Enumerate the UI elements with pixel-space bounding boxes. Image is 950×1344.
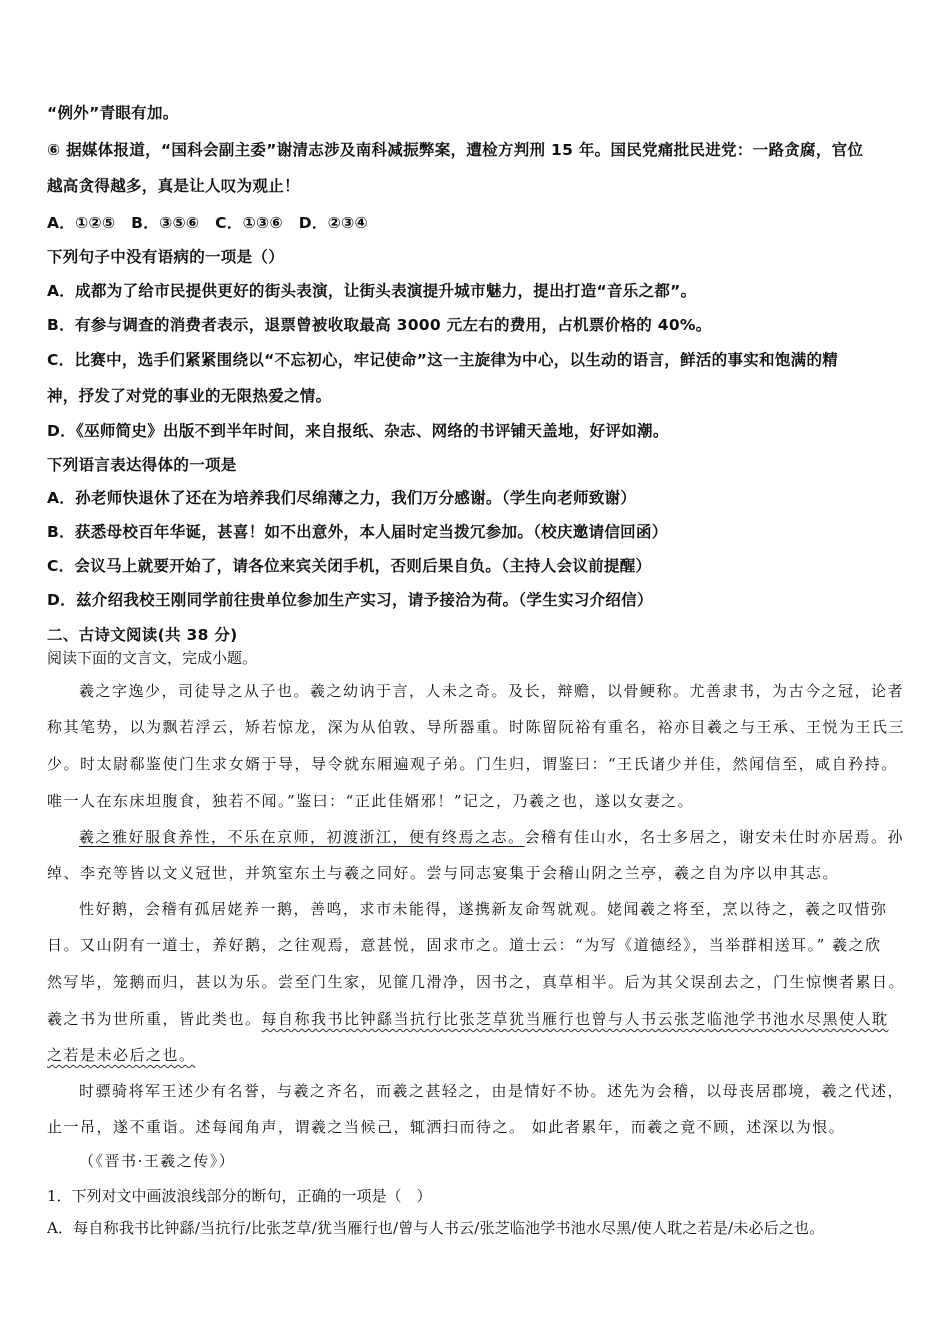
passage-source: （《晋书·王羲之传》） [79,1152,236,1170]
expression-question-stem: 下列语言表达得体的一项是 [47,456,237,474]
previous-question-item-6-cont: 越高贪得越多，真是让人叹为观止！ [47,177,300,195]
grammar-option-a: A．成都为了给市民提供更好的街头表演，让街头表演提升城市魅力，提出打造“音乐之都”。 [47,282,697,300]
passage-p4-line2: 止一吊，遂不重诣。述每闻角声，谓羲之当候己，辄洒扫而待之。 如此者累年，而羲之竟不顾，述深以为恨。 [47,1118,846,1136]
grammar-option-c-cont: 神，抒发了对党的事业的无限热爱之情。 [47,387,332,405]
passage-p3-line2: 日。又山阴有一道士，养好鹅，之往观焉，意甚悦，固求市之。道士云：“为写《道德经》，当举群相送耳。” 羲之欣 [47,936,882,954]
previous-question-options: A．①②⑤ B．③⑤⑥ C．①③⑥ D．②③④ [47,214,368,232]
question-1-stem: 1．下列对文中画波浪线部分的断句，正确的一项是（ ） [47,1187,432,1205]
wavy-underlined-sentence-cont: 之若是未必后之也。 [47,1046,196,1064]
passage-p2-line1-rest: 会稽有佳山水，名士多居之，谢安未仕时亦居焉。孙 [524,828,905,846]
expression-option-b: B．获悉母校百年华诞，甚喜！如不出意外，本人届时定当拨冗参加。（校庆邀请信回函） [47,523,668,541]
grammar-option-c: C．比赛中，选手们紧紧围绕以“不忘初心，牢记使命”这一主旋律为中心，以生动的语言，鲜活的事实和饱满的精 [47,351,839,369]
expression-option-d: D．兹介绍我校王刚同学前往贵单位参加生产实习，请予接洽为荷。（学生实习介绍信） [47,591,653,609]
expression-option-c: C．会议马上就要开始了，请各位来宾关闭手机，否则后果自负。（主持人会议前提醒） [47,557,652,575]
passage-p3-line1: 性好鹅，会稽有孤居姥养一鹅，善鸣，求市未能得，遂携新友命驾就观。姥闻羲之将至，烹以待之，羲之叹惜弥 [79,900,888,918]
grammar-option-d: D．《巫师简史》出版不到半年时间，来自报纸、杂志、网络的书评铺天盖地，好评如潮。 [47,422,669,440]
passage-p2-line2: 绰、李充等皆以文义冠世，并筑室东土与羲之同好。尝与同志宴集于会稽山阴之兰亭，羲之自为序以申其志。 [47,864,840,882]
section-heading: 二、古诗文阅读(共 38 分) [47,626,238,644]
question-1-option-a: A．每自称我书比钟繇/当抗行/比张芝草/犹当雁行也/曾与人书云/张芝临池学书池水尽黑/使人耽之若是/未必后之也。 [47,1219,825,1237]
passage-p4-line1: 时骠骑将军王述少有名誉，与羲之齐名，而羲之甚轻之，由是情好不协。述先为会稽，以母丧居郡境，羲之代述， [79,1082,905,1100]
grammar-question-stem: 下列句子中没有语病的一项是（） [47,248,285,266]
passage-p3-line3: 然写毕，笼鹅而归，甚以为乐。尝至门生家，见篚几滑净，因书之，真草相半。后为其父误刮去之，门生惊懊者累日。 [47,973,906,991]
passage-p3-line5 [47,1044,196,1065]
wavy-underlined-sentence: 每自称我书比钟繇当抗行比张芝草犹当雁行也曾与人书云张芝临池学书池水尽黑使人耽 [261,1010,889,1028]
section-instruction: 阅读下面的文言文，完成小题。 [47,649,258,667]
passage-p1-line1: 羲之字逸少，司徒导之从子也。羲之幼讷于言，人未之奇。及长，辩赡，以骨鲠称。尤善隶书，为古今之冠，论者 [79,682,905,700]
passage-p1-line3: 少。时太尉郗鉴使门生求女婿于导，导令就东厢遍观子弟。门生归，谓鉴曰：“王氏诸少并佳，然闻信至，咸自矜持。 [47,755,898,773]
passage-p2-line1 [79,826,904,847]
passage-p1-line4: 唯一人在东床坦腹食，独若不闻。”鉴曰：“正此佳婿邪！”记之，乃羲之也，遂以女妻之。 [47,792,695,810]
expression-option-a: A．孙老师快退休了还在为培养我们尽绵薄之力，我们万分感谢。（学生向老师致谢） [47,489,637,507]
previous-question-tail: “例外”青眼有加。 [47,104,179,122]
passage-p3-line4-plain: 羲之书为世所重，皆此类也。 [47,1010,262,1028]
passage-p3-line4 [47,1008,889,1029]
previous-question-item-6: ⑥ 据媒体报道，“国科会副主委”谢清志涉及南科减振弊案，遭检方判刑 15 年。国民党痛批民进党：一路贪腐，官位 [47,141,864,159]
passage-p1-line2: 称其笔势，以为飘若浮云，矫若惊龙，深为从伯敦、导所器重。时陈留阮裕有重名，裕亦目羲之与王承、王悦为王氏三 [47,718,906,736]
underlined-sentence: 羲之雅好服食养性，不乐在京师，初渡浙江，便有终焉之志。 [79,828,525,846]
grammar-option-b: B．有参与调查的消费者表示，退票曾被收取最高 3000 元左右的费用，占机票价格的 40%。 [47,316,712,334]
